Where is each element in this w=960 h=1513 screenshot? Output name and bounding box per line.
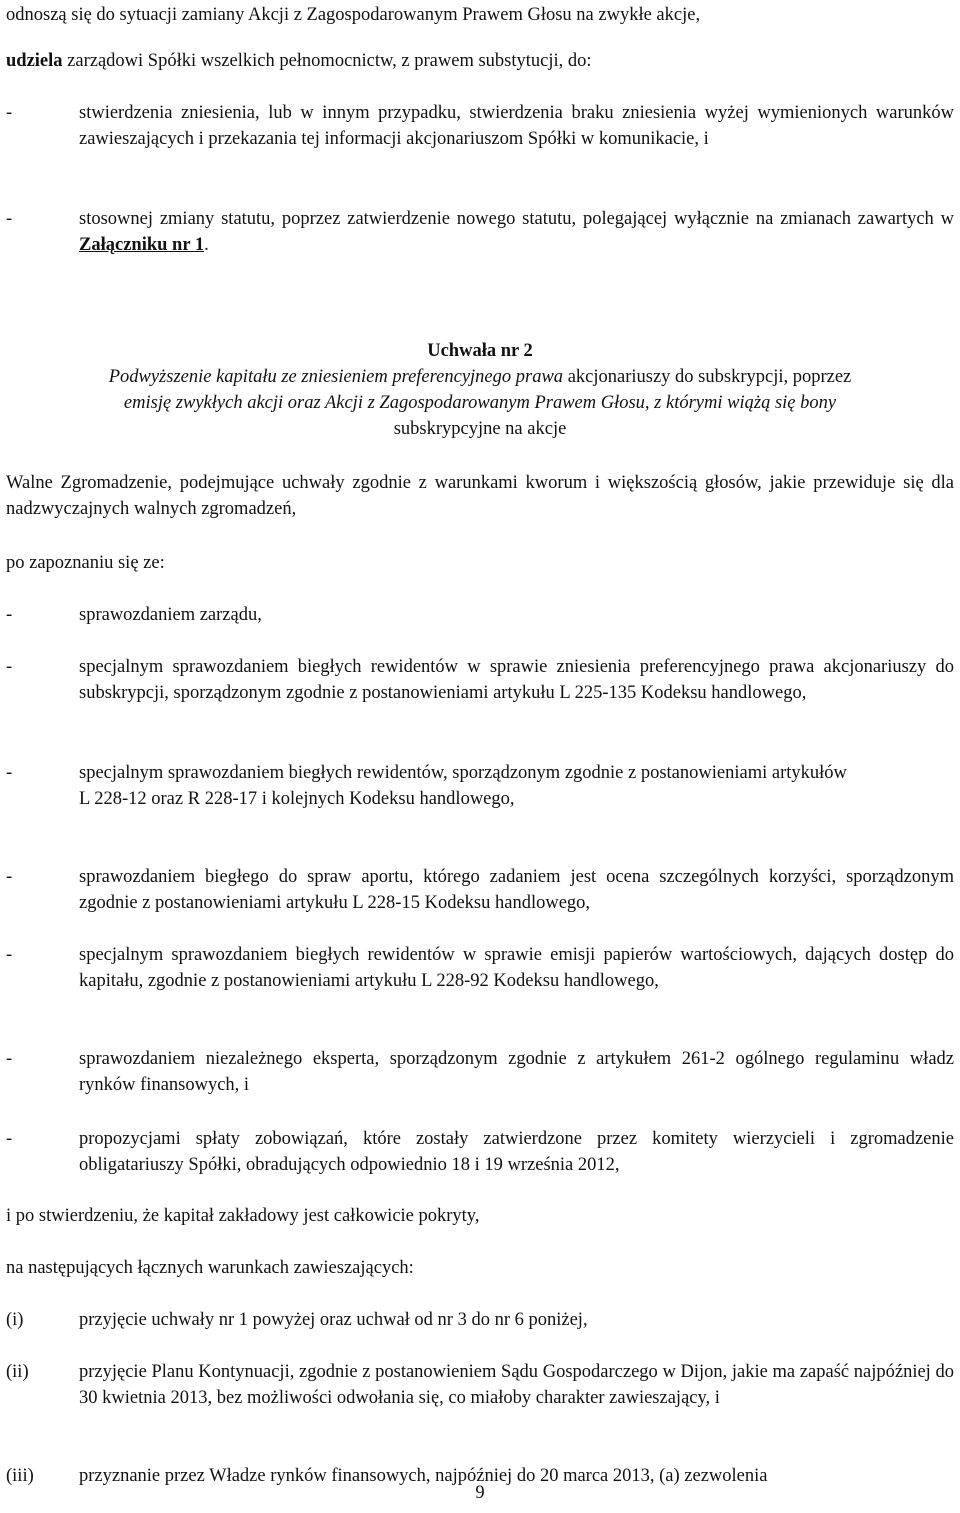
item3-cont: L 228-12 oraz R 228-17 i kolejnych Kodeksu handlowego, (79, 789, 515, 809)
dash-marker: - (6, 1129, 13, 1149)
paragraph-capital: i po stwierdzeniu, że kapitał zakładowy jest całkowicie pokryty, (6, 1206, 480, 1226)
dash-marker: - (6, 209, 13, 229)
list-item (6, 760, 954, 812)
dash-marker: - (6, 1049, 13, 1069)
list-item (6, 1126, 954, 1178)
item3-text: specjalnym sprawozdaniem biegłych rewidentów, sporządzonym zgodnie z postanowieniami artykułów (79, 763, 847, 783)
paragraph-conversion: odnoszą się do sytuacji zamiany Akcji z Zagospodarowanym Prawem Głosu na zwykłe akcje, (6, 5, 701, 25)
dash-marker: - (6, 657, 13, 677)
list-item-text (79, 760, 954, 812)
list-item-text: sprawozdaniem biegłego do spraw aportu, którego zadaniem jest ocena szczególnych korzyści, sporządzonym zgodnie z postanowieniami artykułu L 228-15 Kodeksu handlowego, (79, 867, 954, 913)
dash-marker: - (6, 945, 13, 965)
list-item (6, 100, 954, 152)
condition-marker: (iii) (6, 1466, 34, 1486)
period: . (204, 235, 209, 255)
subtitle-plain-1: akcjonariuszy do subskrypcji, poprzez (563, 367, 852, 387)
bold-verb: udziela (6, 51, 63, 71)
condition-marker: (i) (6, 1310, 24, 1330)
condition-item (6, 1307, 954, 1333)
list-item-text: sprawozdaniem zarządu, (79, 605, 262, 625)
annex-link[interactable]: Załączniku nr 1 (79, 235, 205, 255)
condition-item (6, 1359, 954, 1411)
subtitle-italic-1: Podwyższenie kapitału ze zniesieniem preferencyjnego prawa (108, 367, 564, 387)
condition-text: przyjęcie uchwały nr 1 powyżej oraz uchwał od nr 3 do nr 6 poniżej, (79, 1310, 588, 1330)
paragraph-review: po zapoznaniu się ze: (6, 553, 165, 573)
list-item (6, 1046, 954, 1098)
list-item (6, 942, 954, 994)
authorization-text: zarządowi Spółki wszelkich pełnomocnictw, z prawem substytucji, do: (62, 51, 592, 71)
list-item-text: stwierdzenia zniesienia, lub w innym przypadku, stwierdzenia braku zniesienia wyżej wymienionych warunków zawieszających i przekazania tej informacji akcjonariuszom Spółki w komunikacie, i (79, 103, 954, 149)
list-item-text: sprawozdaniem niezależnego eksperta, sporządzonym zgodnie z artykułem 261-2 ogólnego regulaminu władz rynków finansowych, i (79, 1049, 954, 1095)
resolution-subtitle (6, 364, 954, 442)
condition-text: przyjęcie Planu Kontynuacji, zgodnie z postanowieniem Sądu Gospodarczego w Dijon, jakie ma zapaść najpóźniej do 30 kwietnia 2013, bez możliwości odwołania się, co miałoby charakter zawieszający, i (79, 1362, 954, 1408)
paragraph-conditions-intro: na następujących łącznych warunkach zawieszających: (6, 1258, 414, 1278)
list-item (6, 654, 954, 706)
list-item-text: specjalnym sprawozdaniem biegłych rewidentów w sprawie emisji papierów wartościowych, dających dostęp do kapitału, zgodnie z postanowieniami artykułu L 228-92 Kodeksu handlowego, (79, 945, 954, 991)
list-item-text (79, 206, 954, 258)
dash-marker: - (6, 103, 13, 123)
list-item (6, 864, 954, 916)
subtitle-italic-2: emisję zwykłych akcji oraz Akcji z Zagospodarowanym Prawem Głosu, z którymi wiążą się bony (123, 393, 837, 413)
page-number: 9 (475, 1483, 485, 1503)
condition-marker: (ii) (6, 1362, 29, 1382)
resolution-title: Uchwała nr 2 (427, 341, 533, 361)
list-item-text: propozycjami spłaty zobowiązań, które zostały zatwierdzone przez komitety wierzycieli i zgromadzenie obligatariuszy Spółki, obradujących odpowiednio 18 i 19 września 2012, (79, 1129, 954, 1175)
list-item-text: specjalnym sprawozdaniem biegłych rewidentów w sprawie zniesienia preferencyjnego prawa akcjonariuszy do subskrypcji, sporządzonym zgodnie z postanowieniami artykułu L 225-135 Kodeksu handlowego, (79, 657, 954, 703)
dash-marker: - (6, 605, 13, 625)
statute-change-text: stosownej zmiany statutu, poprzez zatwierdzenie nowego statutu, polegającej wyłącznie na zmianach zawartych w (79, 209, 954, 229)
list-item (6, 602, 954, 628)
paragraph-authorization (6, 48, 954, 74)
condition-text: przyznanie przez Władze rynków finansowych, najpóźniej do 20 marca 2013, (a) zezwolenia (79, 1466, 768, 1486)
subtitle-plain-2: subskrypcyjne na akcje (393, 419, 567, 439)
dash-marker: - (6, 763, 13, 783)
paragraph-intro: Walne Zgromadzenie, podejmujące uchwały zgodnie z warunkami kworum i większością głosów, jakie przewiduje się dla nadzwyczajnych walnych zgromadzeń, (6, 473, 954, 519)
dash-marker: - (6, 867, 13, 887)
list-item (6, 206, 954, 258)
